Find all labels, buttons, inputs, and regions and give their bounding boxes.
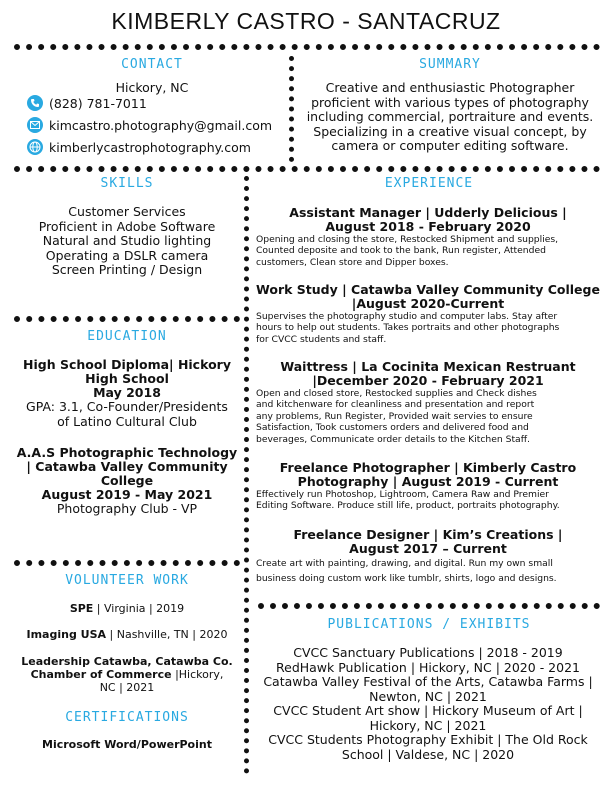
summary-line: Specializing in a creative visual concept, by (313, 123, 587, 139)
education-entry-2 (10, 446, 244, 517)
education-entry-1 (14, 358, 240, 429)
resume-name: KIMBERLY CASTRO - SANTACRUZ (111, 8, 501, 34)
job-4-desc: Effectively run Photoshop, Lightroom, Camera Raw and Premier (256, 489, 549, 500)
job-2-desc: for CVCC students and staff. (256, 333, 387, 345)
volunteer-item-1 (10, 602, 244, 615)
experience-title: EXPERIENCE (384, 176, 474, 191)
education-1-detail: GPA: 3.1, Co-Founder/Presidents (26, 399, 228, 414)
divider-vertical-main (244, 176, 249, 774)
education-1-title: High School (85, 371, 169, 386)
certifications-title: CERTIFICATIONS (65, 710, 189, 725)
publications-list (256, 646, 600, 762)
volunteer-item-2 (10, 628, 244, 641)
skill-item: Screen Printing / Design (51, 262, 203, 277)
skill-item: Operating a DSLR camera (45, 247, 209, 263)
volunteer-3-org: Leadership Catawba, Catawba Co. (21, 655, 233, 668)
job-3-desc: beverages, Communicate order details to the Kitchen Staff. (256, 433, 530, 445)
experience-job-4 (256, 461, 600, 512)
skills-list (14, 205, 240, 278)
summary-text (296, 81, 604, 154)
publications-title: PUBLICATIONS / EXHIBITS (327, 617, 531, 632)
contact-phone-row (27, 95, 147, 111)
publication-item: Newton, NC | 2021 (369, 688, 487, 704)
job-3-desc: any problems, Run Register, Provided wait servies to ensure (256, 410, 533, 422)
job-1-desc: Opening and closing the store, Restocked Shipment and supplies, (256, 234, 559, 245)
publication-item: Catawba Valley Festival of the Arts, Catawba Farms | (263, 674, 593, 689)
summary-line: Creative and enthusiastic Photographer (325, 80, 575, 95)
job-2-date: |August 2020-Current (351, 296, 505, 311)
divider-experience-publications (258, 603, 600, 609)
volunteer-item-3 (10, 655, 244, 694)
job-3-desc: Open and closed store, Restocked supplies and Check dishes (256, 388, 537, 399)
job-3-desc: and kitchenware for cleanliness and presentation and report (256, 399, 535, 411)
education-2-title: A.A.S Photographic Technology (16, 445, 238, 460)
contact-website[interactable]: kimberlycastrophotography.com (49, 139, 251, 155)
job-2-desc: Supervises the photography studio and computer labs. Stay after (256, 311, 558, 322)
publication-item: School | Valdese, NC | 2020 (341, 746, 515, 762)
education-2-detail: Photography Club - VP (56, 501, 198, 516)
volunteer-1-org: SPE (69, 602, 94, 615)
volunteer-3-detail: |Hickory, (171, 668, 224, 681)
job-3-title: Waittress | La Cocinita Mexican Restruant (280, 359, 576, 374)
volunteer-1-detail: | Virginia | 2019 (93, 602, 185, 615)
job-4-title: Freelance Photographer | Kimberly Castro (279, 460, 577, 475)
job-5-desc: business doing custom work like tumblr, shirts, logo and designs. (256, 573, 557, 584)
job-4-desc: Editing Software. Produce still life, product, portraits photography. (256, 500, 560, 512)
skills-title: SKILLS (100, 176, 154, 191)
phone-icon (27, 95, 43, 111)
publication-item: CVCC Student Art show | Hickory Museum of Art | (273, 703, 583, 718)
skill-item: Proficient in Adobe Software (38, 218, 216, 234)
contact-title: CONTACT (121, 57, 183, 72)
email-icon (27, 117, 43, 133)
contact-location: Hickory, NC (115, 80, 189, 95)
job-5-desc: Create art with painting, drawing, and digital. Run my own small (256, 558, 553, 569)
job-2-desc: hours to help out students. Takes portraits and other photographs (256, 322, 560, 334)
education-2-title: | Catawba Valley Community (26, 459, 228, 474)
certification-item: Microsoft Word/PowerPoint (42, 738, 212, 751)
education-title: EDUCATION (87, 329, 167, 344)
education-1-date: May 2018 (93, 385, 161, 400)
experience-job-3 (256, 360, 600, 445)
job-1-date: August 2018 - February 2020 (325, 219, 531, 234)
education-2-date: August 2019 - May 2021 (41, 487, 213, 502)
publication-item: CVCC Students Photography Exhibit | The Old Rock (268, 732, 588, 747)
experience-job-2 (256, 283, 600, 345)
job-1-desc: customers, Clean store and Dipper boxes. (256, 256, 449, 268)
summary-line: camera or computer editing software. (331, 138, 569, 153)
summary-line: proficient with various types of photography (311, 94, 589, 110)
publication-item: Hickory, NC | 2021 (369, 717, 487, 733)
volunteer-3-org: Chamber of Commerce (30, 668, 172, 681)
globe-icon (27, 139, 43, 155)
volunteer-title: VOLUNTEER WORK (65, 573, 189, 588)
job-5-title: Freelance Designer | Kim’s Creations | (293, 527, 563, 542)
job-5-date: August 2017 – Current (349, 541, 507, 556)
education-2-title: College (100, 473, 154, 488)
contact-email-row (27, 117, 272, 133)
divider-skills-education (14, 316, 240, 322)
job-3-date: |December 2020 - February 2021 (312, 373, 544, 388)
job-2-title: Work Study | Catawba Valley Community College (256, 282, 600, 297)
education-1-detail: of Latino Cultural Club (57, 413, 197, 429)
job-1-desc: Counted deposite and took to the bank, Run register, Attended (256, 245, 546, 257)
experience-job-5 (256, 528, 600, 586)
experience-job-1 (256, 206, 600, 268)
contact-email[interactable]: kimcastro.photography@gmail.com (49, 117, 273, 133)
divider-mid (14, 166, 600, 172)
divider-top (14, 44, 600, 50)
job-3-desc: Satisfaction, Took customers orders and delivered food and (256, 422, 529, 434)
job-1-title: Assistant Manager | Udderly Delicious | (289, 205, 567, 220)
education-1-title: High School Diploma| Hickory (23, 357, 231, 372)
job-4-date: Photography | August 2019 - Current (297, 474, 559, 489)
summary-line: including commercial, portraiture and events. (306, 109, 594, 124)
publication-item: RedHawk Publication | Hickory, NC | 2020 - 2021 (276, 659, 580, 675)
skill-item: Customer Services (68, 204, 186, 219)
volunteer-2-detail: | Nashville, TN | 2020 (106, 628, 228, 641)
divider-education-volunteer (14, 560, 240, 566)
volunteer-3-detail: NC | 2021 (99, 681, 155, 694)
contact-website-row (27, 139, 251, 155)
skill-item: Natural and Studio lighting (42, 233, 212, 248)
contact-phone: (828) 781-7011 (49, 95, 147, 111)
publication-item: CVCC Sanctuary Publications | 2018 - 2019 (293, 645, 563, 660)
summary-title: SUMMARY (419, 57, 481, 72)
volunteer-2-org: Imaging USA (26, 628, 107, 641)
